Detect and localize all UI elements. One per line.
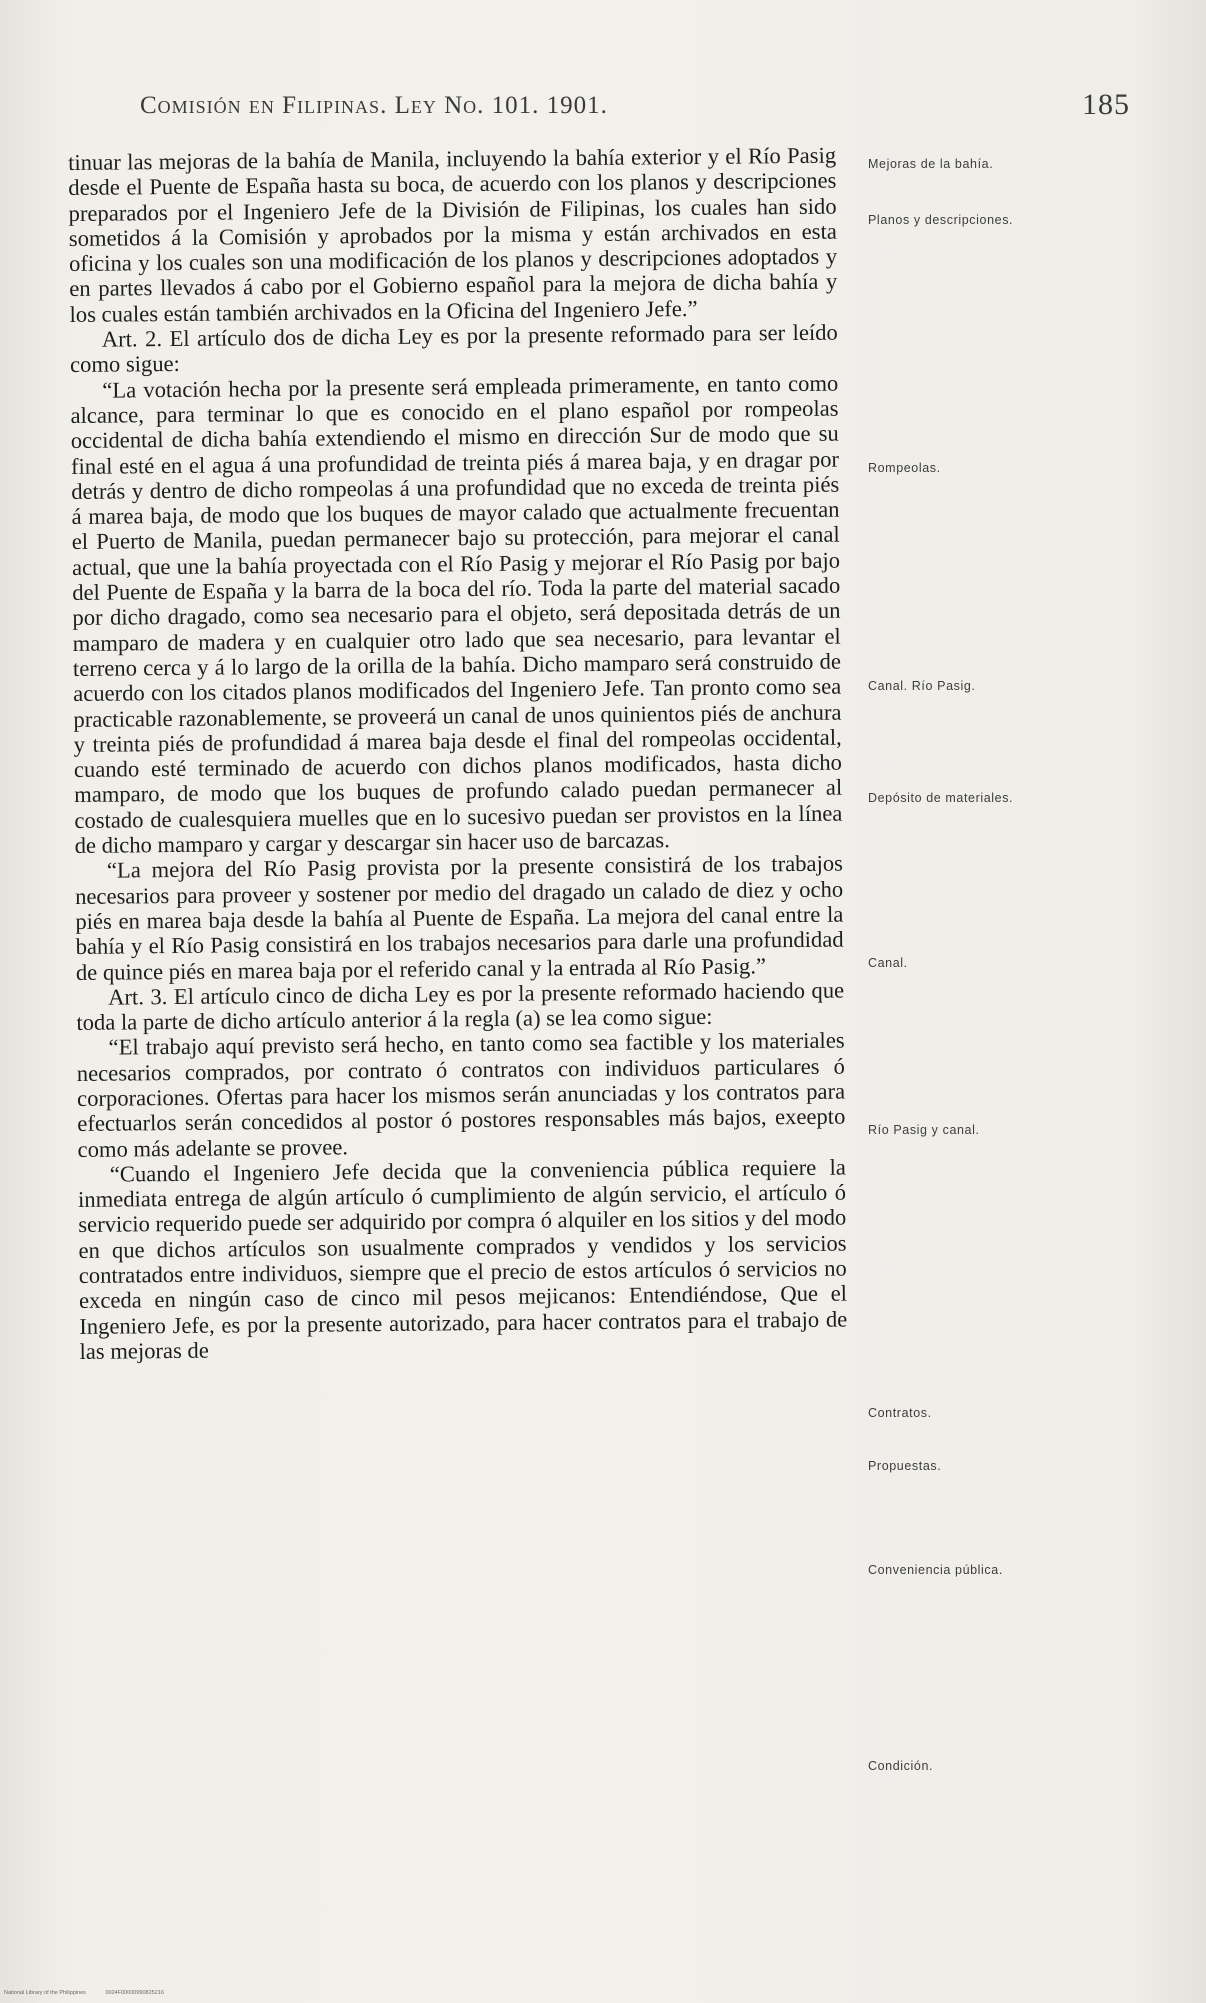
margin-note: Canal. Río Pasig.	[868, 679, 976, 693]
page-number: 185	[1082, 88, 1130, 121]
margin-note: Planos y descripciones.	[868, 213, 1014, 227]
paragraph-votacion: “La votación hecha por la presente será empleada primeramente, en tanto como alcance, para terminar lo que es conocido en el plano español por rompeolas occidental de dicha bahía extendiendo el mismo en dirección Sur de modo que su final esté en el agua á una profundidad de treinta piés á marea baja, y en dragar por detrás y dentro de dicho rompeolas á una profundidad que no exceda de treinta piés á marea baja, de modo que los buques de mayor calado que actualmente frecuentan el Puerto de Manila, puedan permanecer bajo su protección, para mejorar el canal actual, que une la bahía proyectada con el Río Pasig y mejorar el Río Pasig por bajo del Puente de España y la barra de la boca del río. Toda la parte del material sacado por dicho dragado, como sea necesario para el objeto, será depositada detrás de un mamparo de madera y en cualquier otro lado que sea necesario, para levantar el terreno cerca y á lo largo de la orilla de la bahía. Dicho mamparo será construido de acuerdo con los citados planos modificados del Ingeniero Jefe. Tan pronto como sea practicable razonablemente, se proveerá un canal de unos quinientos piés de anchura y treinta piés de profundidad á marea baja desde el final del rompeolas occidental, cuando esté terminado de acuerdo con dichos planos modificados, hasta dicho mamparo, de modo que los buques de profundo calado puedan permanecer al costado de cualesquiera muelles que en lo sucesivo puedan ser provistos en la línea de dicho mamparo y cargar y descargar sin hacer uso de barcazas.	[70, 370, 843, 858]
paragraph-continuation: tinuar las mejoras de la bahía de Manila, incluyendo la bahía exterior y el Río Pasig desde el Puente de España hasta su boca, de acuerdo con los planos y descripciones preparados por el Ingeniero Jefe de la División de Filipinas, los cuales han sido sometidos á la Comisión y aprobados por la misma y están archivados en esta oficina y los cuales son una modificación de los planos y descripciones adoptados y en partes llevados á cabo por el Gobierno español para la mejora de dicha bahía y los cuales están también archivados en la Oficina del Ingeniero Jefe.”	[68, 142, 838, 327]
footer-code: 0024F00000990825216	[105, 1990, 164, 1996]
margin-note: Mejoras de la bahía.	[868, 157, 994, 171]
margin-note: Río Pasig y canal.	[868, 1123, 980, 1137]
margin-note: Propuestas.	[868, 1459, 942, 1473]
margin-note: Depósito de materiales.	[868, 791, 1014, 805]
paragraph-rio-pasig: “La mejora del Río Pasig provista por la presente consistirá de los trabajos necesarios para proveer y sostener por medio del dragado un calado de diez y ocho piés en marea baja desde la bahía al Puente de España. La mejora del canal entre la bahía y el Río Pasig consistirá en los trabajos necesarios para darle una profundidad de quince piés en marea baja por el referido canal y la entrada al Río Pasig.”	[75, 850, 844, 985]
margin-note: Rompeolas.	[868, 461, 941, 475]
margin-note: Condición.	[868, 1759, 934, 1773]
scan-footer	[4, 1990, 182, 1996]
paragraph-article-3: Art. 3. El artículo cinco de dicha Ley es por la presente reformado haciendo que toda la parte de dicho artículo anterior á la regla (a) se lea como sigue:	[76, 977, 845, 1036]
paragraph-conveniencia: “Cuando el Ingeniero Jefe decida que la conveniencia pública requiere la inmediata entrega de algún artículo ó cumplimiento de algún servicio, el artículo ó servicio requerido puede ser adquirido por compra ó alquiler en los sitios y del modo en que dichos artículos son usualmente comprados y vendidos y los servicios contratados entre individuos, siempre que el precio de estos artículos ó servicios no exceda en ningún caso de cinco mil pesos mejicanos: Entendiéndose, Que el Ingeniero Jefe, es por la presente autorizado, para hacer contratos para el trabajo de las mejoras de	[77, 1154, 848, 1364]
running-title: Comisión en Filipinas. Ley No. 101. 1901.	[140, 92, 608, 119]
margin-note: Conveniencia pública.	[868, 1563, 1003, 1577]
margin-note: Contratos.	[868, 1406, 932, 1420]
paragraph-article-2: Art. 2. El artículo dos de dicha Ley es por la presente reformado para ser leído como sigue:	[69, 319, 838, 378]
paragraph-trabajo: “El trabajo aquí previsto será hecho, en tanto como sea factible y los materiales necesarios comprados, por contrato ó contratos con individuos particulares ó corporaciones. Ofertas para hacer los mismos serán anunciadas y los contratos para efectuarlos serán concedidos al postor ó postores responsables más bajos, exeepto como más adelante se provee.	[76, 1027, 846, 1162]
margin-note: Canal.	[868, 956, 908, 970]
footer-library: National Library of the Philippines	[4, 1990, 86, 1996]
